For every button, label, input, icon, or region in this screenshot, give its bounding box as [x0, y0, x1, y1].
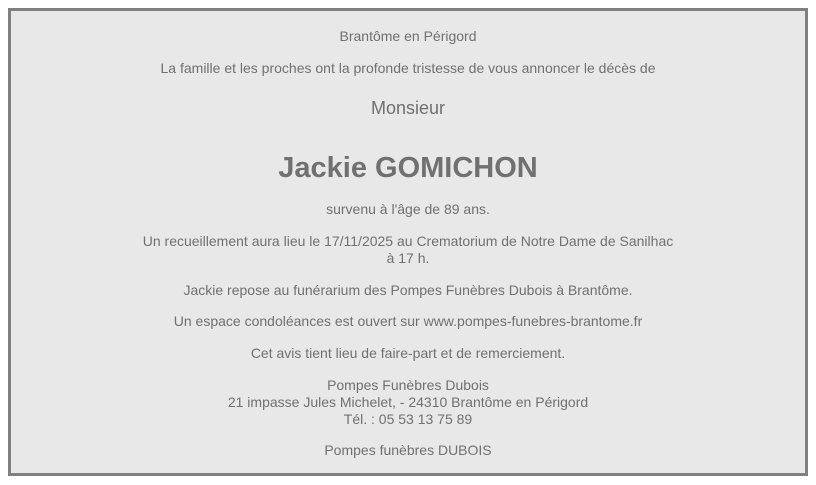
ceremony-line-2: à 17 h. — [386, 250, 430, 266]
civility: Monsieur — [370, 98, 446, 118]
intro-text: La famille et les proches ont la profonde tristesse de vous annoncer le décès de — [160, 60, 656, 76]
age-text: survenu à l'âge de 89 ans. — [326, 201, 490, 217]
condolences-text: Un espace condoléances est ouvert sur www.pompes-funebres-brantome.fr — [173, 313, 643, 329]
signature: Pompes funèbres DUBOIS — [324, 442, 492, 458]
ceremony-line-1: Un recueillement aura lieu le 17/11/2025 au Crematorium de Notre Dame de Sanilhac — [142, 233, 674, 249]
funeral-home-address: 21 impasse Jules Michelet, - 24310 Brantôme en Périgord — [227, 394, 589, 410]
location: Brantôme en Périgord — [339, 28, 477, 44]
deceased-name: Jackie GOMICHON — [278, 152, 538, 184]
thanks-text: Cet avis tient lieu de faire-part et de remerciement. — [250, 345, 566, 361]
funeral-home-name: Pompes Funèbres Dubois — [327, 377, 489, 393]
rest-text: Jackie repose au funérarium des Pompes Funèbres Dubois à Brantôme. — [183, 282, 633, 298]
funeral-home-phone: Tél. : 05 53 13 75 89 — [343, 411, 473, 427]
